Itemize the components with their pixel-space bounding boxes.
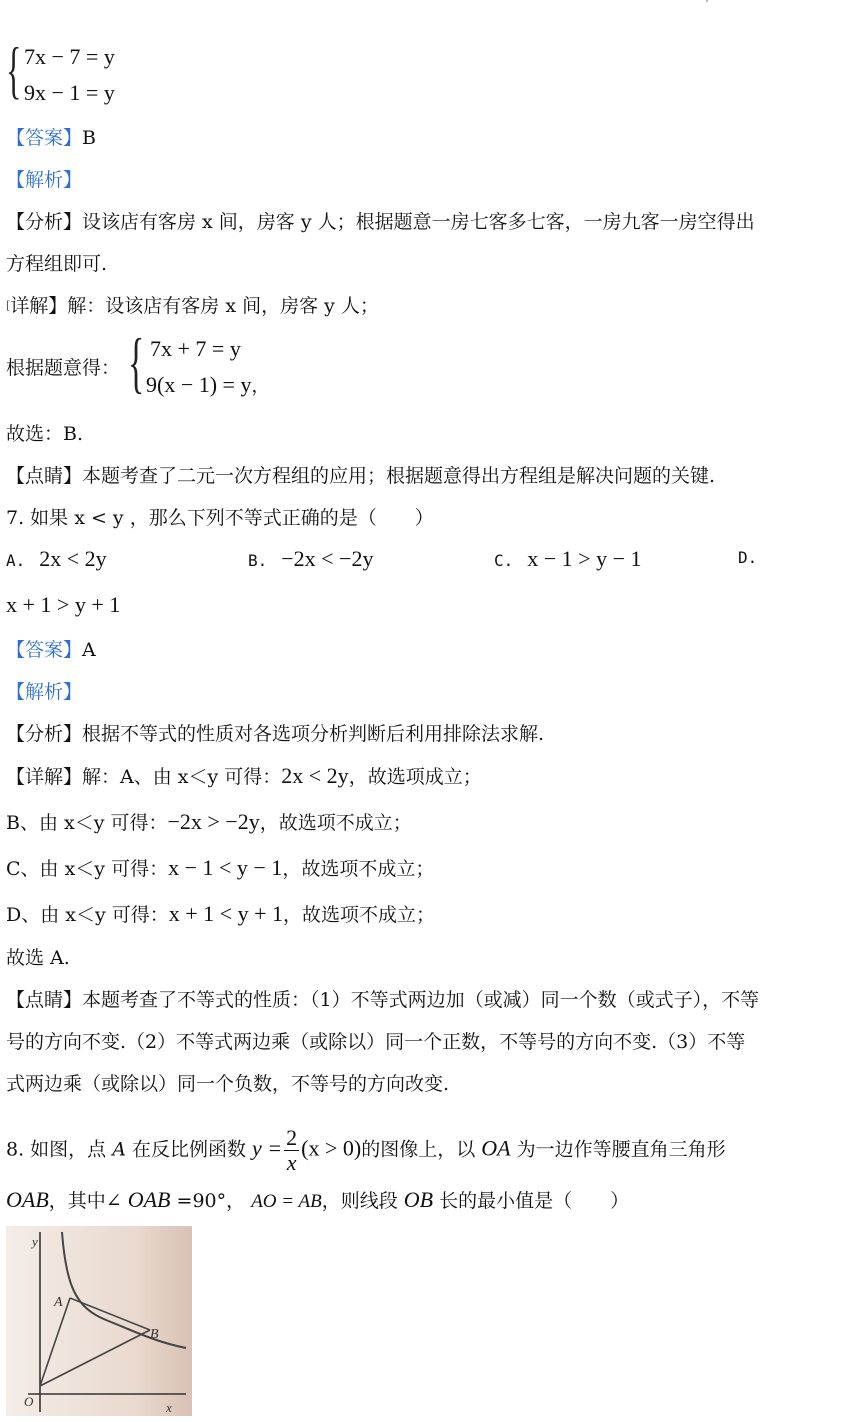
q7-analysis-tag: 【解析】 [6,681,83,703]
angle-oab: OAB [127,1187,171,1212]
label-b: B [150,1327,159,1342]
q7-step-c: C、由 x＜y 可得：x − 1 < y − 1，故选项不成立； [6,855,435,880]
point-a: A [112,1138,126,1161]
dianjing-tag: 【点睛】 [6,989,83,1011]
xiangjie-text: 详解】解：设该店有客房 x 间，房客 y 人； [10,295,379,317]
q7-answer-line [6,636,96,664]
q7-step-b: B、由 x＜y 可得：−2x > −2y，故选项不成立； [6,809,412,834]
basis-system [128,324,298,406]
option-expr: 2x < 2y [39,546,107,571]
label-o: O [24,1394,34,1409]
step-expr: −2x > −2y [167,809,260,834]
dianjing-tag: 【点睛】 [6,465,83,487]
step-expr: x − 1 < y − 1 [168,855,283,880]
segment-oa: OA [481,1135,511,1161]
q6-xiangjie-line [6,292,379,320]
figure-background [6,1226,192,1416]
q6-choose: 故选：B. [6,423,84,445]
q7-option-a [6,546,107,572]
basis-line-2: 9(x − 1) = y， [146,372,270,397]
fenxi-tag: 【分析】 [6,211,83,233]
q7-dianjing-line-3: 式两边乘（或除以）同一个负数，不等号的方向改变. [6,1073,450,1095]
q7-dianjing-line-2: 号的方向不变.（2）不等式两边乘（或除以）同一个正数，不等号的方向不变.（3）不等 [6,1031,746,1053]
q8-figure [6,1226,192,1416]
q7-step-a: 【详解】解：A、由 x＜y 可得：2x < 2y，故选项成立； [6,763,482,788]
equation-ao-ab: AO = AB [251,1191,322,1212]
fraction [284,1126,299,1175]
option-expr: −2x < −2y [281,546,374,571]
option-expr: x + 1 > y + 1 [6,592,121,617]
fenxi-text: 设该店有客房 x 间，房客 y 人；根据题意一房七客多七客，一房九客一房空得出 [82,211,755,233]
q6-dianjing-line [6,462,715,490]
func-y: y = [252,1135,283,1161]
fenxi-tag: 【分析】 [6,723,83,745]
speck [706,0,708,2]
q6-fenxi-line-1 [6,208,755,236]
left-brace: { [6,34,22,105]
domain: (x > 0) [301,1135,362,1161]
label-a: A [54,1295,63,1310]
left-brace-2: { [128,324,145,400]
segment-ob: OB [403,1187,434,1212]
q7-question: 7. 如果 x < y ，那么下列不等式正确的是（ ） [6,507,434,529]
option-letter: C. [494,551,514,570]
answer-value: A [82,639,96,661]
q7-fenxi-line [6,720,544,748]
system-equations [6,34,146,112]
option-letter: D. [738,548,758,567]
q6-analysis-tag: 【解析】 [6,169,83,191]
fraction-denominator: x [286,1150,297,1175]
answer-value: B [82,127,96,149]
option-letter: B. [248,551,268,570]
system-line-1: 7x − 7 = y [24,44,115,69]
q7-dianjing-line-1: 【点睛】本题考查了不等式的性质：（1）不等式两边加（或减）同一个数（或式子），不等 [6,989,760,1011]
q6-fenxi-line-2: 方程组即可. [6,253,108,275]
answer-tag: 【答案】 [6,639,83,661]
q7-choose: 故选 A. [6,947,70,969]
step-expr: 2x < 2y [281,763,349,788]
triangle-oab: OAB [6,1187,49,1212]
dianjing-text: 本题考查了二元一次方程组的应用；根据题意得出方程组是解决问题的关键. [82,465,716,487]
q7-option-d-expr [6,592,120,618]
basis-line-1: 7x + 7 = y [150,336,241,361]
q6-basis-line: 根据题意得： [6,357,121,379]
fenxi-text: 根据不等式的性质对各选项分析判断后利用排除法求解. [82,723,545,745]
q7-option-d-letter [738,546,771,568]
q7-option-c [494,546,642,572]
option-letter: A. [6,551,26,570]
q7-step-d: D、由 x＜y 可得：x + 1 < y + 1，故选项不成立； [6,901,436,926]
system-line-2: 9x − 1 = y [24,80,115,105]
q6-answer-line [6,124,96,152]
bracket-mark: [ [6,299,11,312]
step-expr: x + 1 < y + 1 [168,901,283,926]
q8-line-1: 8. 如图，点 A 在反比例函数 y = $\frac{2}{x}$ (x > 0)的图像上，以 OA 为一边作等腰直角三角形 [6,1125,726,1175]
answer-tag: 【答案】 [6,127,83,149]
fraction-numerator: 2 [286,1125,298,1150]
label-x: x [166,1400,172,1415]
option-expr: x − 1 > y − 1 [527,546,642,571]
label-y: y [32,1234,38,1249]
xiangjie-tag: 【详解】 [6,766,83,788]
q7-option-b [248,546,374,572]
q8-line-2: OAB，其中∠ OAB =90°， AO = AB，则线段 OB 长的最小值是（ ） [6,1187,630,1212]
